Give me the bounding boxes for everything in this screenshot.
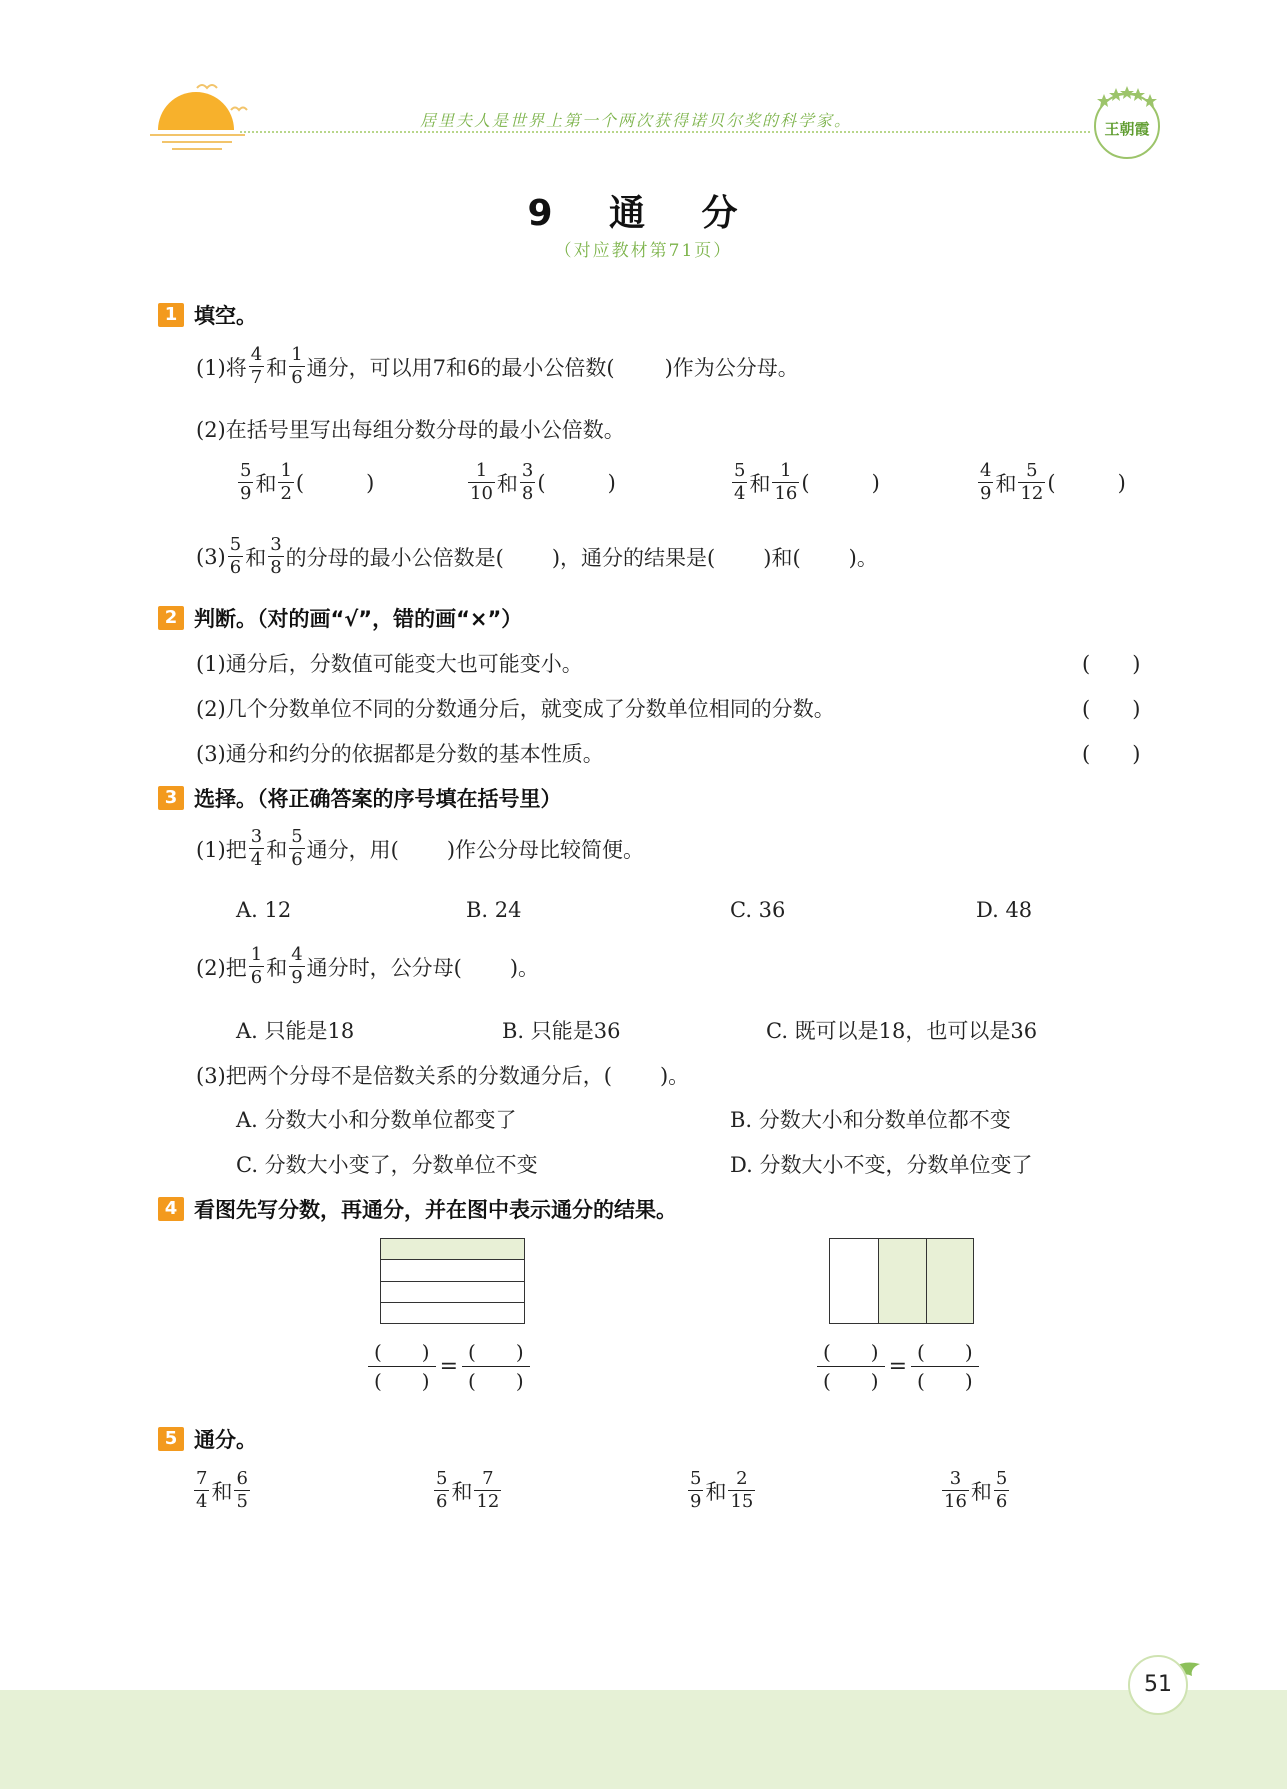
section-title: 选择。（将正确答案的序号填在括号里） — [194, 787, 562, 811]
fraction: $\frac{1}{6}$ — [250, 944, 263, 988]
q-text: 和 — [266, 955, 288, 980]
q-text: (2)把 — [196, 955, 247, 980]
s2-item-3: (3)通分和约分的依据都是分数的基本性质。 — [196, 742, 604, 766]
and-text: 和 — [496, 471, 518, 496]
and-text: 和 — [749, 471, 771, 496]
q-text: 和 — [266, 837, 288, 862]
fraction: $\frac{5}{6}$ — [436, 1468, 448, 1512]
section-title: 填空。 — [194, 304, 257, 328]
page-subtitle: （对应教材第71页） — [554, 241, 733, 261]
s1-question-1 — [196, 344, 799, 389]
q-text: 的分母的最小公倍数是( — [285, 545, 504, 570]
logo-text: 王朝霞 — [1104, 120, 1150, 138]
columns-diagram[interactable] — [829, 1238, 974, 1324]
fraction: $\frac{7}{4}$ — [196, 1468, 208, 1512]
q-text: 通分，用( — [306, 837, 399, 862]
q-text: (1)把 — [196, 837, 247, 862]
and-text: 和 — [211, 1479, 233, 1504]
s1-q2-group-3 — [730, 460, 880, 505]
s1-question-3 — [196, 534, 878, 579]
fraction-answer-2 — [817, 1338, 979, 1395]
horizon-line — [162, 141, 232, 143]
s5-pair-1 — [192, 1468, 252, 1513]
paren-close: ) — [607, 470, 616, 495]
header-motto: 居里夫人是世界上第一个两次获得诺贝尔奖的科学家。 — [420, 111, 853, 130]
s3-question-2 — [196, 944, 539, 989]
fraction: $\frac{1}{16}$ — [774, 460, 798, 504]
option[interactable]: C. 36 — [730, 898, 786, 922]
s2-item-1: (1)通分后，分数值可能变大也可能变小。 — [196, 652, 583, 676]
row-divider — [381, 1281, 524, 1282]
column-divider — [878, 1239, 879, 1323]
paren-open: ( — [537, 470, 546, 495]
q-text: (3) — [196, 544, 226, 569]
paren-open: ( — [1047, 470, 1056, 495]
s3-question-3 — [196, 1060, 689, 1090]
option[interactable]: B. 分数大小和分数单位都不变 — [730, 1108, 1011, 1132]
judgement-blank[interactable]: ( ) — [1082, 742, 1141, 766]
option[interactable]: A. 分数大小和分数单位都变了 — [236, 1108, 517, 1132]
footer-band — [0, 1690, 1287, 1789]
horizon-line — [150, 134, 245, 136]
fraction: $\frac{5}{6}$ — [229, 534, 242, 578]
q-text: )作为公分母。 — [664, 355, 799, 380]
s3-question-1 — [196, 826, 644, 871]
s5-pair-3 — [686, 1468, 757, 1513]
q-text: )，通分的结果是( — [551, 545, 716, 570]
option[interactable]: A. 只能是18 — [236, 1019, 355, 1043]
blank-fraction[interactable]: ( ) ( ) — [368, 1338, 436, 1395]
brand-logo — [1090, 82, 1164, 164]
and-text: 和 — [995, 471, 1017, 496]
q-text: 通分，可以用7和6的最小公倍数( — [306, 355, 615, 380]
section-number-badge: 2 — [158, 606, 184, 630]
s1-question-2: (2)在括号里写出每组分数分母的最小公倍数。 — [196, 418, 625, 442]
fraction: $\frac{5}{6}$ — [995, 1468, 1008, 1512]
q-text: 和 — [266, 355, 288, 380]
fraction: $\frac{4}{7}$ — [250, 344, 263, 388]
and-text: 和 — [705, 1479, 727, 1504]
section-title: 判断。（对的画“√”，错的画“×”） — [194, 607, 523, 631]
s1-q2-group-1 — [236, 460, 374, 505]
fraction: $\frac{5}{6}$ — [291, 826, 303, 870]
blank-fraction[interactable]: ( ) ( ) — [911, 1338, 979, 1395]
s5-pair-2 — [432, 1468, 503, 1513]
fraction: $\frac{5}{9}$ — [240, 460, 252, 504]
fraction: $\frac{4}{9}$ — [980, 460, 992, 504]
option[interactable]: C. 分数大小变了，分数单位不变 — [236, 1153, 538, 1177]
blank-fraction[interactable]: ( ) ( ) — [462, 1338, 530, 1395]
s1-q2-group-4 — [976, 460, 1126, 505]
fraction: $\frac{3}{16}$ — [944, 1468, 967, 1512]
option[interactable]: D. 分数大小不变，分数单位变了 — [730, 1153, 1033, 1177]
header-rule — [240, 131, 1090, 133]
s2-item-2: (2)几个分数单位不同的分数通分后，就变成了分数单位相同的分数。 — [196, 697, 835, 721]
option[interactable]: C. 既可以是18，也可以是36 — [766, 1019, 1038, 1043]
option[interactable]: A. 12 — [236, 898, 292, 922]
q-text: 通分时，公分母( — [306, 955, 462, 980]
q-text: )。 — [509, 955, 540, 980]
option[interactable]: D. 48 — [976, 898, 1033, 922]
paren-open: ( — [295, 470, 305, 495]
judgement-blank[interactable]: ( ) — [1082, 697, 1141, 721]
section-title: 通分。 — [194, 1428, 257, 1452]
q-text: 和 — [245, 545, 267, 570]
fraction: $\frac{6}{5}$ — [236, 1468, 248, 1512]
fraction: $\frac{1}{6}$ — [291, 344, 303, 388]
fraction: $\frac{1}{2}$ — [280, 460, 292, 504]
fraction: $\frac{5}{9}$ — [690, 1468, 702, 1512]
rows-diagram[interactable] — [380, 1238, 525, 1324]
q-text: )作公分母比较简便。 — [446, 837, 645, 862]
equals-sign: = — [888, 1354, 908, 1379]
birds-icon — [195, 80, 255, 120]
section-3-heading — [158, 783, 562, 813]
option[interactable]: B. 只能是36 — [502, 1019, 621, 1043]
and-text: 和 — [970, 1479, 992, 1504]
fraction-answer-1 — [368, 1338, 530, 1395]
fraction: $\frac{1}{10}$ — [470, 460, 493, 504]
q-text: (1)将 — [196, 355, 247, 380]
and-text: 和 — [255, 471, 277, 496]
section-2-heading — [158, 603, 522, 633]
fraction: $\frac{2}{15}$ — [730, 1468, 754, 1512]
paren-close: ) — [366, 470, 375, 495]
page-number: 51 — [1128, 1655, 1188, 1715]
section-number-badge: 5 — [158, 1427, 184, 1451]
fraction: $\frac{3}{8}$ — [270, 534, 282, 578]
paren-open: ( — [801, 470, 810, 495]
shaded-row — [381, 1239, 524, 1260]
and-text: 和 — [451, 1479, 473, 1504]
equals-sign: = — [439, 1354, 459, 1379]
paren-close: ) — [871, 470, 880, 495]
section-title: 看图先写分数，再通分，并在图中表示通分的结果。 — [194, 1198, 677, 1222]
option[interactable]: B. 24 — [466, 898, 522, 922]
page-title: 9 通 分 — [527, 193, 760, 234]
section-4-heading — [158, 1194, 677, 1224]
section-number-badge: 3 — [158, 786, 184, 810]
section-5-heading — [158, 1424, 257, 1454]
fraction: $\frac{7}{12}$ — [476, 1468, 500, 1512]
blank-fraction[interactable]: ( ) ( ) — [817, 1338, 885, 1395]
horizon-line — [172, 148, 222, 150]
fraction: $\frac{4}{9}$ — [291, 944, 303, 988]
q-text: (3)把两个分母不是倍数关系的分数通分后，( — [196, 1064, 612, 1088]
fraction: $\frac{3}{4}$ — [250, 826, 263, 870]
column-divider — [926, 1239, 927, 1323]
fraction: $\frac{5}{4}$ — [734, 460, 746, 504]
section-number-badge: 1 — [158, 303, 184, 327]
q-text: )。 — [848, 545, 878, 570]
section-1-heading — [158, 300, 257, 330]
q-text: )。 — [659, 1064, 690, 1088]
row-divider — [381, 1302, 524, 1303]
s5-pair-4 — [940, 1468, 1011, 1513]
fraction: $\frac{3}{8}$ — [521, 460, 534, 504]
judgement-blank[interactable]: ( ) — [1082, 652, 1141, 676]
fraction: $\frac{5}{12}$ — [1020, 460, 1044, 504]
q-text: )和( — [763, 545, 801, 570]
section-number-badge: 4 — [158, 1197, 184, 1221]
paren-close: ) — [1117, 470, 1126, 495]
s1-q2-group-2 — [466, 460, 616, 505]
